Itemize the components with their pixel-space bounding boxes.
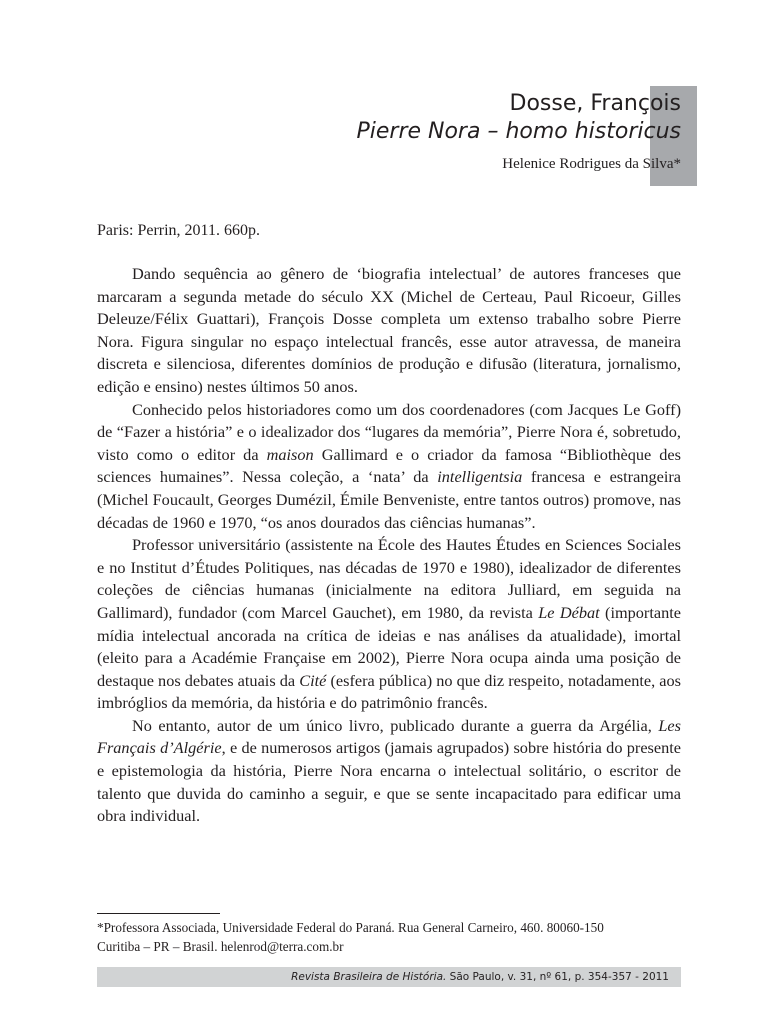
reviewer-name: Helenice Rodrigues da Silva* [502,156,681,172]
paragraph-2-text-e: francesa e estrangeira (Michel Foucault, Georges Dumézil, Émile Benveniste, entre tantos outros) promove, nas décadas de 1960 e 1970, “os anos dourados das ciências humanas”. [97,467,681,532]
paragraph-3-italic-cite: Cité [299,670,327,690]
footer-journal-name: Revista Brasileira de História. [291,971,447,983]
paragraph-3-text-e: (esfera pública) no que diz respeito, notadamente, aos imbróglios da memória, da história e do patrimônio francês. [97,670,682,713]
paragraph-4-text-a: No entanto, autor de um único livro, publicado durante a guerra da Argélia, [132,715,659,735]
paragraph-4 [97,715,681,828]
footnote-line-2: Curitiba – PR – Brasil. helenrod@terra.com.br [97,939,344,954]
footer-citation-details: São Paulo, v. 31, nº 61, p. 354-357 - 2011 [446,971,669,983]
paragraph-3-italic-le-debat: Le Débat [538,602,600,622]
paragraph-4-italic-book: Les Français d’Algérie [97,715,681,758]
paragraph-3-text-c: (importante mídia intelectual ancorada na crítica de ideias e nas análises da atualidade), imortal (eleito para a Académie Française em 2002), Pierre Nora ocupa ainda uma posição de destaque nos debates atuais da [97,602,681,690]
paragraph-3 [97,534,681,715]
publication-info: Paris: Perrin, 2011. 660p. [97,222,260,239]
paragraph-4-text-c: , e de numerosos artigos (jamais agrupados) sobre história do presente e epistemologia da história, Pierre Nora encarna o intelectual solitário, o escritor de talento que duvida do caminho a seguir, e que se sente incapacitado para edificar uma obra individual. [97,738,682,826]
reviewed-book-title: Pierre Nora – homo historicus [356,119,681,144]
paragraph-1: Dando sequência ao gênero de ‘biografia intelectual’ de autores franceses que marcaram a segunda metade do século XX (Michel de Certeau, Paul Ricoeur, Gilles Deleuze/Félix Guattari), François Dosse completa um extenso trabalho sobre Pierre Nora. Figura singular no espaço intelectual francês, esse autor atravessa, de maneira discreta e silenciosa, diferentes domínios de produção e difusão (literatura, jornalismo, edição e ensino) nestes últimos 50 anos. [97,264,681,396]
paragraph-2-text-c: Gallimard e o criador da famosa “Bibliothèque des sciences humaines”. Nessa coleção, a ‘nata’ da [97,444,681,487]
footnote [97,918,681,956]
paragraph-2 [97,399,681,535]
reviewed-author: Dosse, François [509,91,681,116]
paragraph-2-italic-maison: maison [266,444,314,464]
paragraph-2-text-a: Conhecido pelos historiadores como um dos coordenadores (com Jacques Le Goff) de “Fazer a história” e o idealizador dos “lugares da memória”, Pierre Nora é, sobretudo, visto como o editor da [97,399,681,464]
review-body [97,263,681,828]
review-header [356,90,681,174]
page-footer [97,967,681,987]
footnote-divider [97,913,220,914]
paragraph-3-text-a: Professor universitário (assistente na École des Hautes Études en Sciences Sociales e no Institut d’Études Politiques, nas décadas de 1970 e 1980), idealizador de diferentes coleções de ciências humanas (inicialmente na editora Julliard, em seguida na Gallimard), fundador (com Marcel Gauchet), em 1980, da revista [97,535,681,622]
paragraph-2-italic-intelligentsia: intelligentsia [437,467,523,487]
footnote-line-1: *Professora Associada, Universidade Federal do Paraná. Rua General Carneiro, 460. 80060-150 [97,920,604,935]
